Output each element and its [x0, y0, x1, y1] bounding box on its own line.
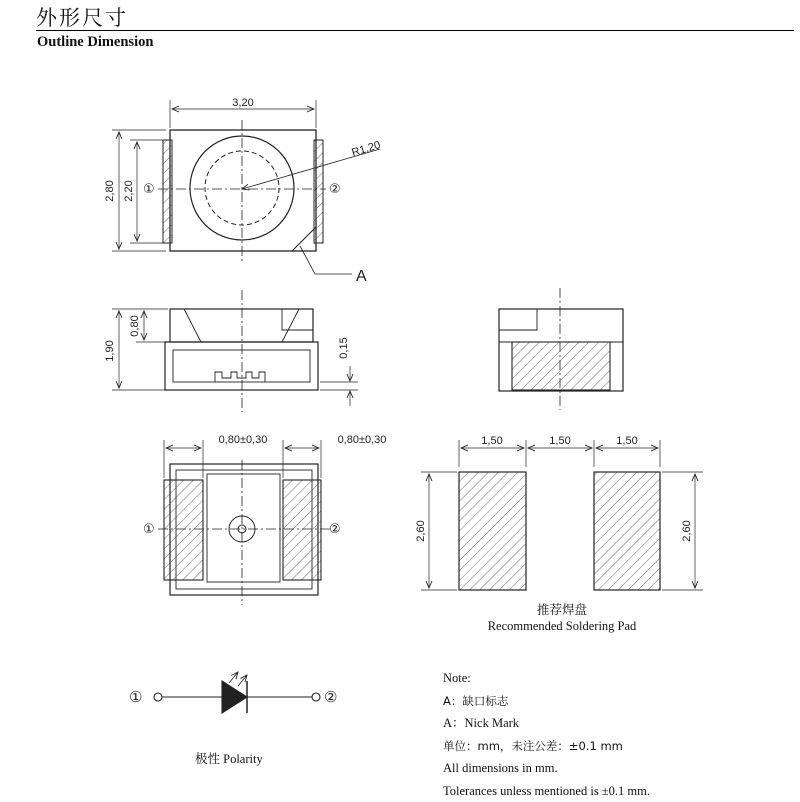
- bottom-pad-width-label: 0,80±0,30: [219, 434, 268, 446]
- polarity-pin1-label: ①: [129, 689, 142, 706]
- nick-mark-label: A: [356, 268, 367, 285]
- polarity-symbol: [154, 672, 320, 713]
- top-pin2-label: ②: [329, 181, 341, 196]
- page-title-en: Outline Dimension: [37, 34, 153, 51]
- soldering-pad-view: [421, 440, 703, 590]
- top-pin1-label: ①: [143, 181, 155, 196]
- pad-width-label-1: 1,50: [481, 435, 502, 447]
- top-height-label: 2,80: [104, 180, 116, 201]
- soldering-pad-caption-en: Recommended Soldering Pad: [462, 619, 662, 634]
- top-width-label: 3,20: [232, 97, 253, 109]
- notes-line-5: Tolerances unless mentioned is ±0.1 mm.: [443, 780, 650, 802]
- notes-line-1: A：缺口标志: [443, 690, 650, 713]
- side-view-end: [499, 288, 623, 410]
- side-standoff-label: 0,15: [338, 337, 350, 358]
- side-view-front: [112, 290, 358, 412]
- notes-block: [443, 667, 650, 802]
- soldering-pad-caption-cn: 推荐焊盘: [462, 600, 662, 618]
- pad-height-label-right: 2,60: [681, 520, 693, 541]
- pad-width-label-2: 1,50: [549, 435, 570, 447]
- bottom-pin1-label: ①: [143, 521, 155, 536]
- polarity-pin2-label: ②: [324, 689, 337, 706]
- page-title-cn: 外形尺寸: [36, 2, 128, 32]
- notes-line-4: All dimensions in mm.: [443, 757, 650, 780]
- pad-height-label-left: 2,60: [415, 520, 427, 541]
- notes-heading: Note:: [443, 667, 650, 690]
- diode-triangle-icon: [222, 681, 247, 713]
- notes-line-3: 单位：mm，未注公差：±0.1 mm: [443, 735, 650, 758]
- pad-width-label-3: 1,50: [616, 435, 637, 447]
- bottom-pin2-label: ②: [329, 521, 341, 536]
- top-inner-height-label: 2,20: [123, 180, 135, 201]
- side-upper-height-label: 0,80: [129, 315, 141, 336]
- side-total-height-label: 1,90: [104, 340, 116, 361]
- bottom-view: [158, 440, 330, 605]
- radius-label: R1,20: [350, 139, 382, 159]
- polarity-caption: 极性 Polarity: [195, 749, 263, 767]
- bottom-pad-width-label-right: 0,80±0,30: [338, 434, 387, 446]
- notes-line-2: A：Nick Mark: [443, 712, 650, 735]
